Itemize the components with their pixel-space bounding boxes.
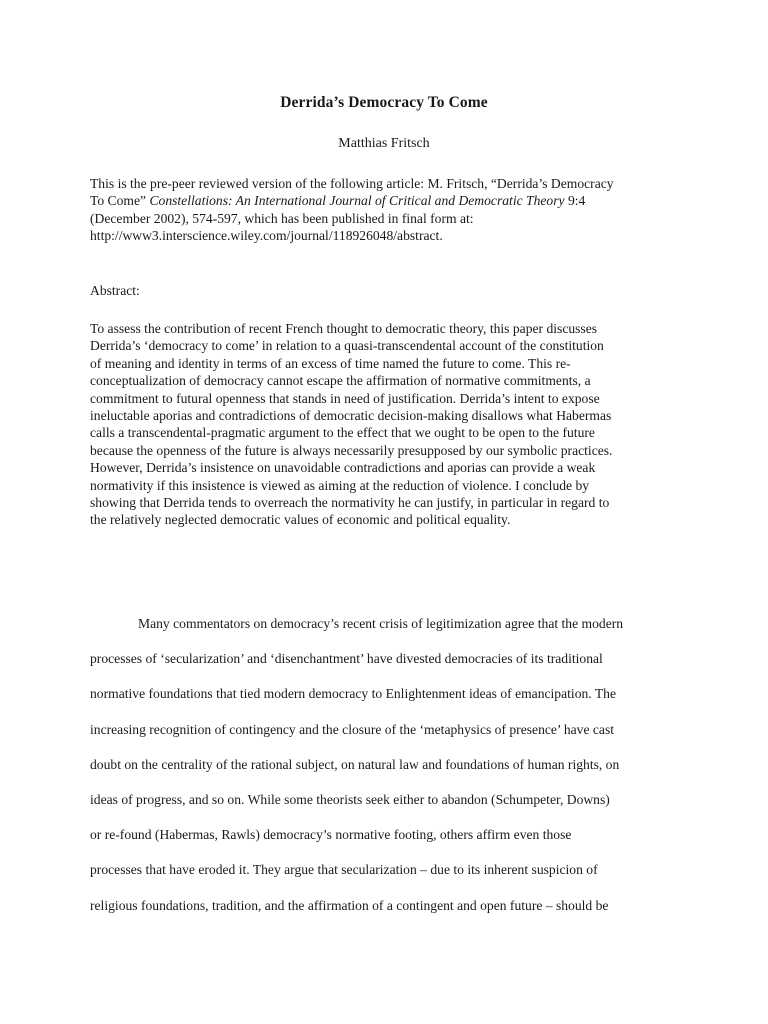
abstract-line: ineluctable aporias and contradictions of democratic decision-making disallows what Habermas — [90, 408, 612, 424]
abstract-line: showing that Derrida tends to overreach the normativity he can justify, in particular in regard to — [90, 495, 610, 511]
publication-note-line: This is the pre-peer reviewed version of the following article: M. Fritsch, “Derrida’s Democracy — [90, 176, 614, 191]
abstract-line: the relatively neglected democratic values of economic and political equality. — [90, 512, 511, 528]
abstract-line: calls a transcendental-pragmatic argument to the effect that we ought to be open to the future — [90, 425, 595, 441]
author-name: Matthias Fritsch — [338, 136, 430, 151]
abstract-heading: Abstract: — [90, 283, 140, 298]
body-line: processes that have eroded it. They argue that secularization – due to its inherent suspicion of — [90, 862, 598, 878]
abstract-line: normativity if this insistence is viewed as aiming at the reduction of violence. I conclude by — [90, 477, 590, 493]
body-line: ideas of progress, and so on. While some theorists seek either to abandon (Schumpeter, Downs) — [90, 792, 610, 808]
body-line: increasing recognition of contingency and the closure of the ‘metaphysics of presence’ have cast — [90, 721, 615, 737]
document-title: Derrida’s Democracy To Come — [280, 94, 488, 111]
body-paragraph — [90, 606, 694, 923]
abstract-line: To assess the contribution of recent French thought to democratic theory, this paper discusses — [90, 321, 598, 336]
body-line: Many commentators on democracy’s recent crisis of legitimization agree that the modern — [138, 616, 624, 631]
body-line: religious foundations, tradition, and the affirmation of a contingent and open future – should be — [90, 897, 609, 913]
journal-name: Constellations: An International Journal of Critical and Democratic Theory — [149, 193, 565, 209]
abstract-line: because the openness of the future is always necessarily presupposed by our symbolic practices. — [90, 442, 613, 458]
body-line: normative foundations that tied modern democracy to Enlightenment ideas of emancipation. The — [90, 686, 616, 702]
abstract-line: conceptualization of democracy cannot escape the affirmation of normative commitments, a — [90, 373, 591, 389]
body-line: processes of ‘secularization’ and ‘disenchantment’ have divested democracies of its traditional — [90, 651, 603, 667]
publication-note-prefix: To Come” — [90, 193, 150, 209]
publication-url: http://www3.interscience.wiley.com/journal/118926048/abstract. — [90, 228, 443, 244]
publication-note-line — [90, 192, 690, 209]
body-line: or re-found (Habermas, Rawls) democracy’s normative footing, others affirm even those — [90, 827, 572, 843]
publication-note-line: (December 2002), 574-597, which has been published in final form at: — [90, 210, 474, 226]
publication-note — [90, 175, 690, 245]
abstract-line: However, Derrida’s insistence on unavoidable contradictions and aporias can provide a weak — [90, 460, 596, 476]
abstract-line: of meaning and identity in terms of an excess of time named the future to come. This re- — [90, 355, 571, 371]
abstract-line: Derrida’s ‘democracy to come’ in relation to a quasi-transcendental account of the constitution — [90, 338, 604, 354]
publication-note-suffix: 9:4 — [564, 193, 586, 209]
abstract-body — [90, 320, 690, 529]
body-line: doubt on the centrality of the rational subject, on natural law and foundations of human rights, on — [90, 756, 620, 772]
abstract-line: commitment to futural openness that stands in need of justification. Derrida’s intent to expose — [90, 390, 600, 406]
